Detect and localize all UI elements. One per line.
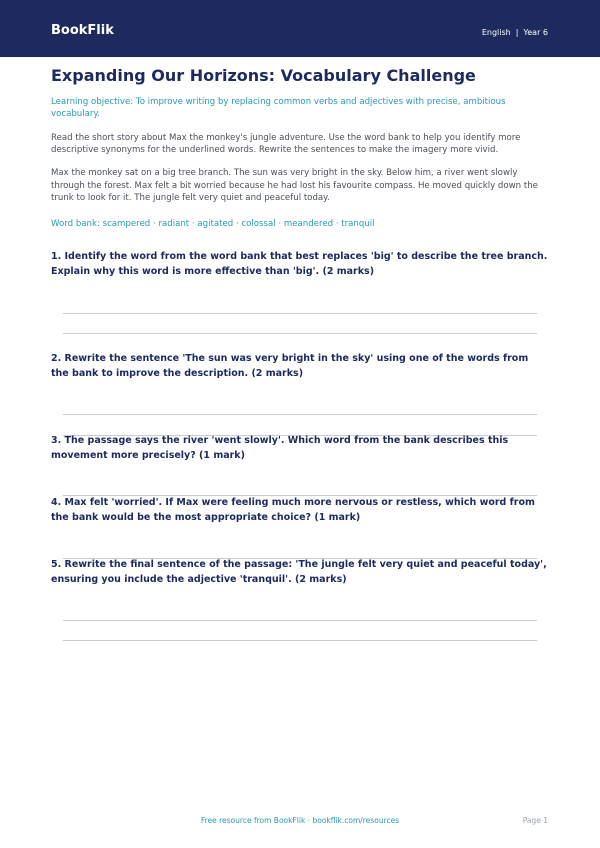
question-1: 1. Identify the word from the word bank that best replaces 'big' to describe the tree branch. Explain why this word is more effective than 'big'. (2 marks) xyxy=(51,251,548,277)
year-label: Year 6 xyxy=(523,28,548,37)
brand-logo: BookFlik xyxy=(51,23,114,38)
question-5: 5. Rewrite the final sentence of the passage: 'The jungle felt very quiet and peaceful today', ensuring you include the adjective 'tranquil'. (2 marks) xyxy=(51,559,547,585)
question-2: 2. Rewrite the sentence 'The sun was very bright in the sky' using one of the words from the bank to improve the description. (2 marks) xyxy=(51,353,529,379)
page-title: Expanding Our Horizons: Vocabulary Challenge xyxy=(51,66,476,85)
subject-label: English xyxy=(481,28,511,37)
question-4: 4. Max felt 'worried'. If Max were feeling much more nervous or restless, which word from the bank would be the most appropriate choice? (1 mark) xyxy=(51,497,535,523)
answer-line[interactable] xyxy=(63,414,537,415)
subject-separator: | xyxy=(515,28,519,37)
answer-line[interactable] xyxy=(63,313,537,314)
story-passage: Max the monkey sat on a big tree branch. The sun was very bright in the sky. Below him, a river went slowly through the forest. Max felt a bit worried because he had lost his favourite compass. He moved quickly down the trunk to look for it. The jungle felt very quiet and peaceful today. xyxy=(51,168,538,203)
instructions: Read the short story about Max the monkey's jungle adventure. Use the word bank to help you identify more descriptive synonyms for the underlined words. Rewrite the sentences to make the imagery more vivid. xyxy=(51,133,521,155)
answer-line[interactable] xyxy=(63,640,537,641)
word-bank: Word bank: scampered · radiant · agitated · colossal · meandered · tranquil xyxy=(51,219,375,229)
question-3: 3. The passage says the river 'went slowly'. Which word from the bank describes this movement more precisely? (1 mark) xyxy=(51,435,509,461)
answer-line[interactable] xyxy=(63,333,537,334)
footer-credit: Free resource from BookFlik · bookflik.com/resources xyxy=(200,816,400,825)
page-header xyxy=(0,0,600,57)
answer-line[interactable] xyxy=(63,620,537,621)
learning-objective: Learning objective: To improve writing by replacing common verbs and adjectives with precise, ambitious vocabulary. xyxy=(51,97,506,119)
page-number: Page 1 xyxy=(522,816,548,825)
subject-year xyxy=(482,28,548,37)
